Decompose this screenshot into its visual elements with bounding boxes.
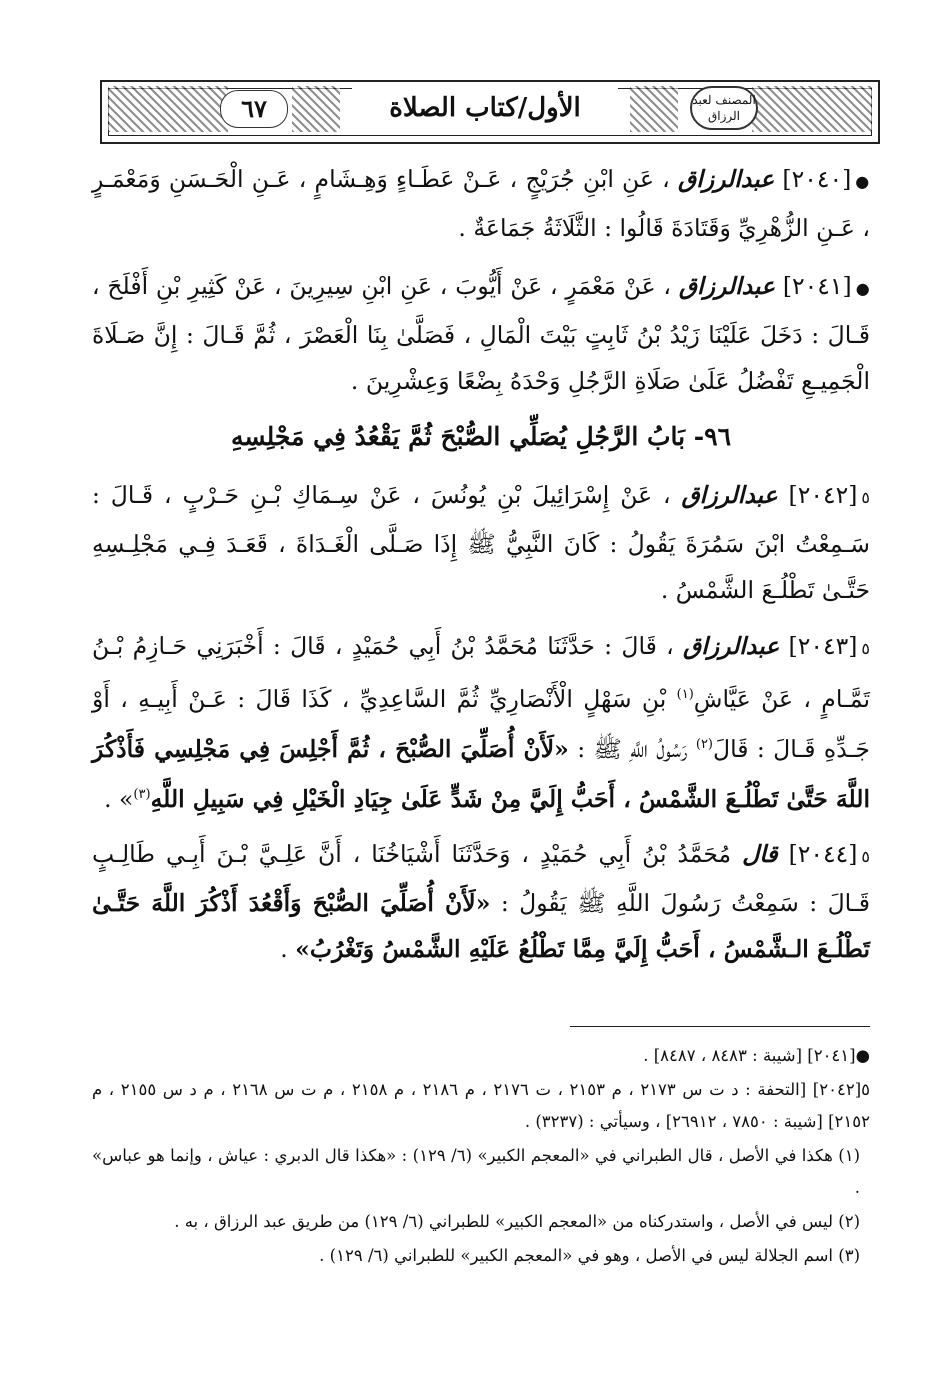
hadith-author: عبدالرزاق (677, 165, 775, 193)
main-text (92, 156, 870, 972)
hadith-text: ، عَنْ مَعْمَرٍ ، عَنْ أَيُّوبَ ، عَنِ ابْنِ سِيرِينَ ، عَنْ كَثِيرِ بْنِ أَفْلَحَ ، قَـالَ : دَخَلَ عَلَيْنَا زَيْدُ بْنُ ثَابِتٍ بَيْتَ الْمَالِ ، فَصَلَّىٰ بِنَا الْعَصْرَ ، ثُمَّ قَـالَ : إِنَّ صَـلَاةَ الْجَمِيـعِ تَفْضُلُ عَلَىٰ صَلَاةِ الرَّجُلِ وَحْدَهُ بِضْعًا وَعِشْرِينَ . (92, 272, 870, 395)
hadith-marker: ٥ (861, 639, 870, 658)
page-number: ٦٧ (220, 90, 288, 128)
quote-end: » . (104, 784, 134, 813)
ornament-left (108, 86, 228, 132)
footnote-ref-3[interactable]: (٣) (133, 786, 151, 802)
hadith-number: [٢٠٤٠] (782, 165, 852, 193)
hadith-author: عبدالرزاق (681, 481, 778, 509)
chapter-heading: ٩٦- بَابُ الرَّجُلِ يُصَلِّي الصُّبْحَ ثُمَّ يَقْعُدُ فِي مَجْلِسِهِ (230, 422, 732, 451)
hadith-marker: ● (855, 172, 870, 191)
hadith-author: عبدالرزاق (678, 272, 776, 300)
quote-end: . (280, 935, 288, 964)
prophetic-quote: «لَأَنْ أُصَلِّيَ الصُّبْحَ وَأَقْعُدَ أَذْكُرَ اللَّهَ حَتَّـىٰ تَطْلُـعَ الـشَّمْسُ ، أَحَبُّ إِلَيَّ مِمَّا تَطْلُعُ عَلَيْهِ الشَّمْسُ وَتَغْرُبُ» (92, 889, 870, 964)
footnote-divider (570, 1026, 870, 1027)
hadith-text: مُحَمَّدُ بْنُ أَبِي حُمَيْدٍ ، وَحَدَّثَنَا أَشْيَاخُنَا ، أَنَّ عَلِـيَّ بْـنَ أَبِـي طَالِـبٍ قَـالَ : سَمِعْتُ رَسُولَ اللَّهِ ﷺ يَقُولُ : (92, 840, 870, 918)
prophetic-quote: «لَأَنْ أُصَلِّيَ الصُّبْحَ ، ثُمَّ أَجْلِسَ فِي مَجْلِسِي فَأَذْكُرَ اللَّهَ حَتَّىٰ تَطْلُـعَ الشَّمْسُ ، أَحَبُّ إِلَيَّ مِنْ شَدٍّ عَلَىٰ جِيَادِ الْخَيْلِ فِي سَبِيلِ اللَّهِ (92, 734, 870, 813)
hadith-number: [٢٠٤٢] (788, 481, 858, 509)
footnotes-section (92, 1040, 870, 1274)
ornament-left-inner (292, 86, 340, 132)
source-note: ●[٢٠٤١] [شيبة : ٨٤٨٣ ، ٨٤٨٧] . (643, 1046, 870, 1065)
footnote: (٣) اسم الجلالة ليس في الأصل ، وهو في «المعجم الكبير» للطبراني (٦/ ١٢٩) . (319, 1246, 860, 1265)
hadith-number: [٢٠٤٣] (788, 632, 858, 660)
source-note: ٥[٢٠٤٢] [التحفة : د ت س ٢١٧٣ ، م ٢١٥٣ ، ت ٢١٧٦ ، م ٢١٨٦ ، م ٢١٥٨ ، م ت س ٢١٦٨ ، م د س ٢١٥٥ ، م ٢١٥٢] [شيبة : ٧٨٥٠ ، ٢٦٩١٢] ، وسيأتي : (٣٢٣٧) . (92, 1080, 870, 1131)
hadith-2042 (92, 472, 870, 613)
ornament-right (752, 86, 872, 132)
hadith-marker: ٥ (861, 488, 870, 507)
hadith-text: رَسُولُ اللَّهِ ﷺ : (577, 734, 688, 763)
hadith-marker: ٥ (861, 847, 870, 867)
hadith-number: [٢٠٤٤] (788, 840, 858, 869)
hadith-author: قال (742, 840, 778, 869)
hadith-marker: ● (855, 279, 870, 298)
hadith-text: ، عَنِ ابْنِ جُرَيْجٍ ، عَـنْ عَطَـاءٍ وَهِـشَامٍ ، عَـنِ الْحَـسَنِ وَمَعْمَـرٍ ، عَـنِ الزُّهْرِيِّ وَقَتَادَةَ قَالُوا : الثَّلَاثَةُ جَمَاعَةٌ . (92, 165, 870, 242)
hadith-author: عبدالرزاق (683, 632, 780, 660)
footnote-ref-1[interactable]: (١) (676, 687, 694, 702)
running-title: الأول/كتاب الصلاة (352, 88, 618, 128)
hadith-number: [٢٠٤١] (782, 272, 852, 300)
ornament-right-inner (630, 86, 678, 132)
hadith-text: ، قَالَ : حَدَّثَنَا مُحَمَّدُ بْنُ أَبِي حُمَيْدٍ ، قَالَ : أَخْبَرَنِي حَـازِمُ بْـنُ تَمَّـامٍ ، عَنْ عَيَّاشِ (92, 632, 870, 713)
hadith-2040 (92, 156, 870, 251)
footnote-ref-2[interactable]: (٢) (695, 736, 713, 752)
footnote: (١) هكذا في الأصل ، قال الطبراني في «المعجم الكبير» (٦/ ١٢٩) : «هكذا قال الدبري : عياش ، وإنما هو عباس» . (92, 1146, 860, 1197)
hadith-2043 (92, 623, 870, 821)
hadith-text: بْنِ سَهْلٍ الْأَنْصَارِيِّ ثُمَّ السَّاعِدِيِّ ، كَذَا قَالَ : عَـنْ أَبِيـهِ ، أَوْ جَـدِّهِ قَـالَ : قَالَ (92, 684, 870, 763)
footnote: (٢) ليس في الأصل ، واستدركناه من «المعجم الكبير» للطبراني (٦/ ١٢٩) من طريق عبد الرزاق ، به . (174, 1212, 860, 1231)
hadith-2044 (92, 831, 870, 972)
book-logo: المصنف لعبد الرزاق (690, 86, 758, 130)
page-header (100, 80, 880, 144)
hadith-text: ، عَنْ إِسْرَائِيلَ بْنِ يُونُسَ ، عَنْ سِـمَاكِ بْـنِ حَـرْبٍ ، قَـالَ : سَـمِعْتُ ابْنَ سَمُرَةَ يَقُولُ : كَانَ النَّبِيُّ ﷺ إِذَا صَـلَّى الْغَـدَاةَ ، قَعَـدَ فِـي مَجْلِـسِهِ حَتَّـىٰ تَطْلُـعَ الشَّمْسُ . (92, 481, 870, 604)
hadith-2041 (92, 263, 870, 404)
